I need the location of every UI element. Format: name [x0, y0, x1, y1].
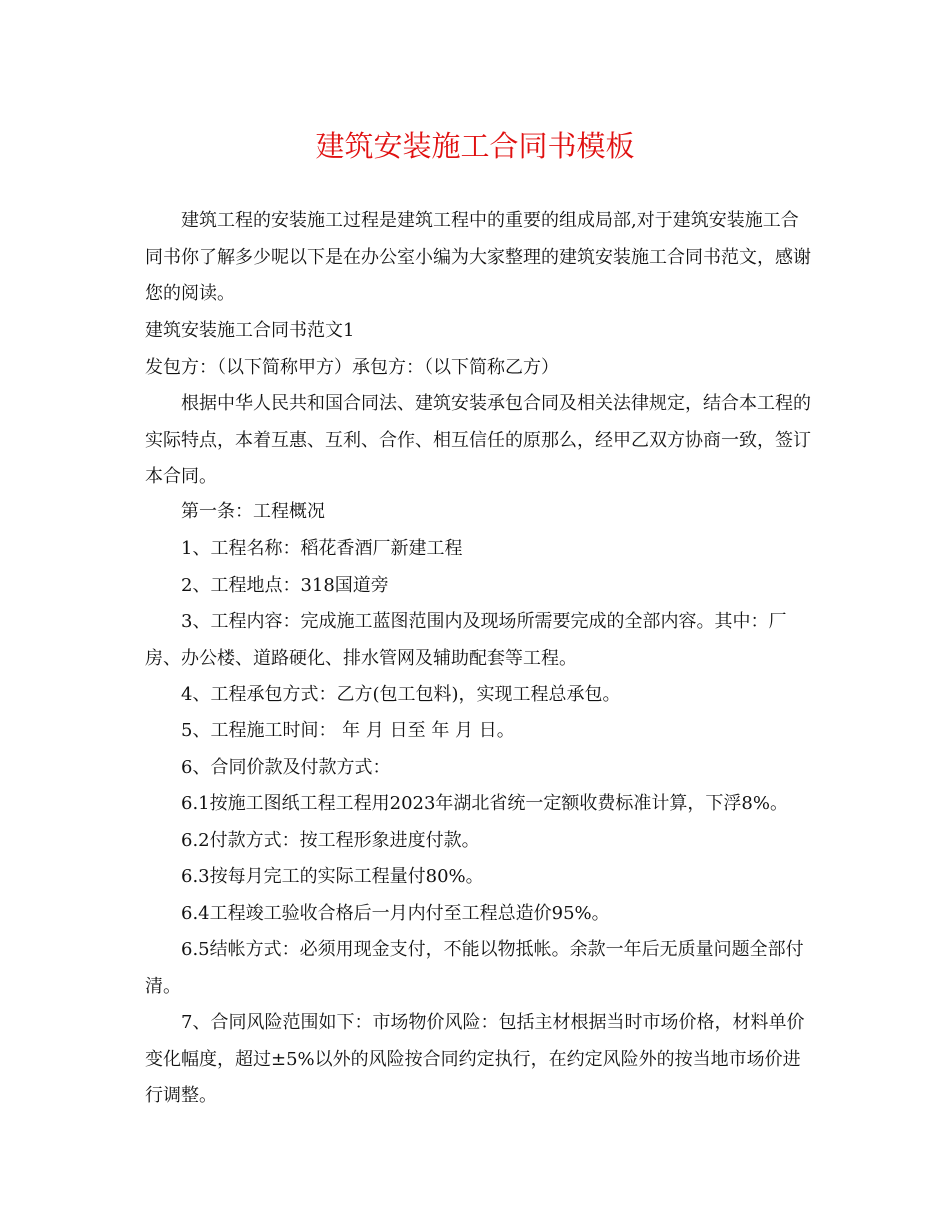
sample-heading-line [145, 313, 815, 386]
item-6-3: 6.3按每月完工的实际工程量付80%。 [181, 866, 484, 887]
item-6-2: 6.2付款方式：按工程形象进度付款。 [181, 830, 480, 851]
item-6-4: 6.4工程竣工验收合格后一月内付至工程总造价95%。 [181, 903, 610, 924]
item-6-1: 6.1按施工图纸工程工程用2023年湖北省统一定额收费标准计算，下浮8%。 [181, 793, 788, 814]
item-6-5: 6.5结帐方式：必须用现金支付，不能以物抵帐。余款一年后无质量问题全部付清。 [145, 939, 804, 997]
intro-paragraph: 建筑工程的安装施工过程是建筑工程中的重要的组成局部,对于建筑安装施工合同书你了解多少呢以下是在办公室小编为大家整理的建筑安装施工合同书范文，感谢您的阅读。 [145, 210, 811, 304]
item-6: 6、合同价款及付款方式： [181, 757, 391, 778]
item-3: 3、工程内容：完成施工蓝图范围内及现场所需要完成的全部内容。其中：厂房、办公楼、道路硬化、排水管网及辅助配套等工程。 [145, 611, 787, 669]
article-1-heading: 第一条：工程概况 [181, 501, 325, 522]
item-7: 7、合同风险范围如下：市场物价风险：包括主材根据当时市场价格，材料单价变化幅度，超过±5%以外的风险按合同约定执行，在约定风险外的按当地市场价进行调整。 [145, 1012, 805, 1106]
item-5: 5、工程施工时间： 年 月 日至 年 月 日。 [181, 720, 515, 741]
preamble-paragraph: 根据中华人民共和国合同法、建筑安装承包合同及相关法律规定，结合本工程的实际特点，本着互惠、互利、合作、相互信任的原那么，经甲乙双方协商一致，签订本合同。 [145, 393, 811, 487]
item-1: 1、工程名称：稻花香酒厂新建工程 [181, 538, 463, 559]
document-title: 建筑安装施工合同书模板 [315, 129, 635, 163]
item-2: 2、工程地点：318国道旁 [181, 575, 389, 596]
sample-heading: 建筑安装施工合同书范文1 [145, 320, 355, 341]
item-4: 4、工程承包方式：乙方(包工包料)，实现工程总承包。 [181, 684, 621, 705]
parties-text: 发包方：（以下简称甲方）承包方：（以下简称乙方） [145, 356, 559, 378]
